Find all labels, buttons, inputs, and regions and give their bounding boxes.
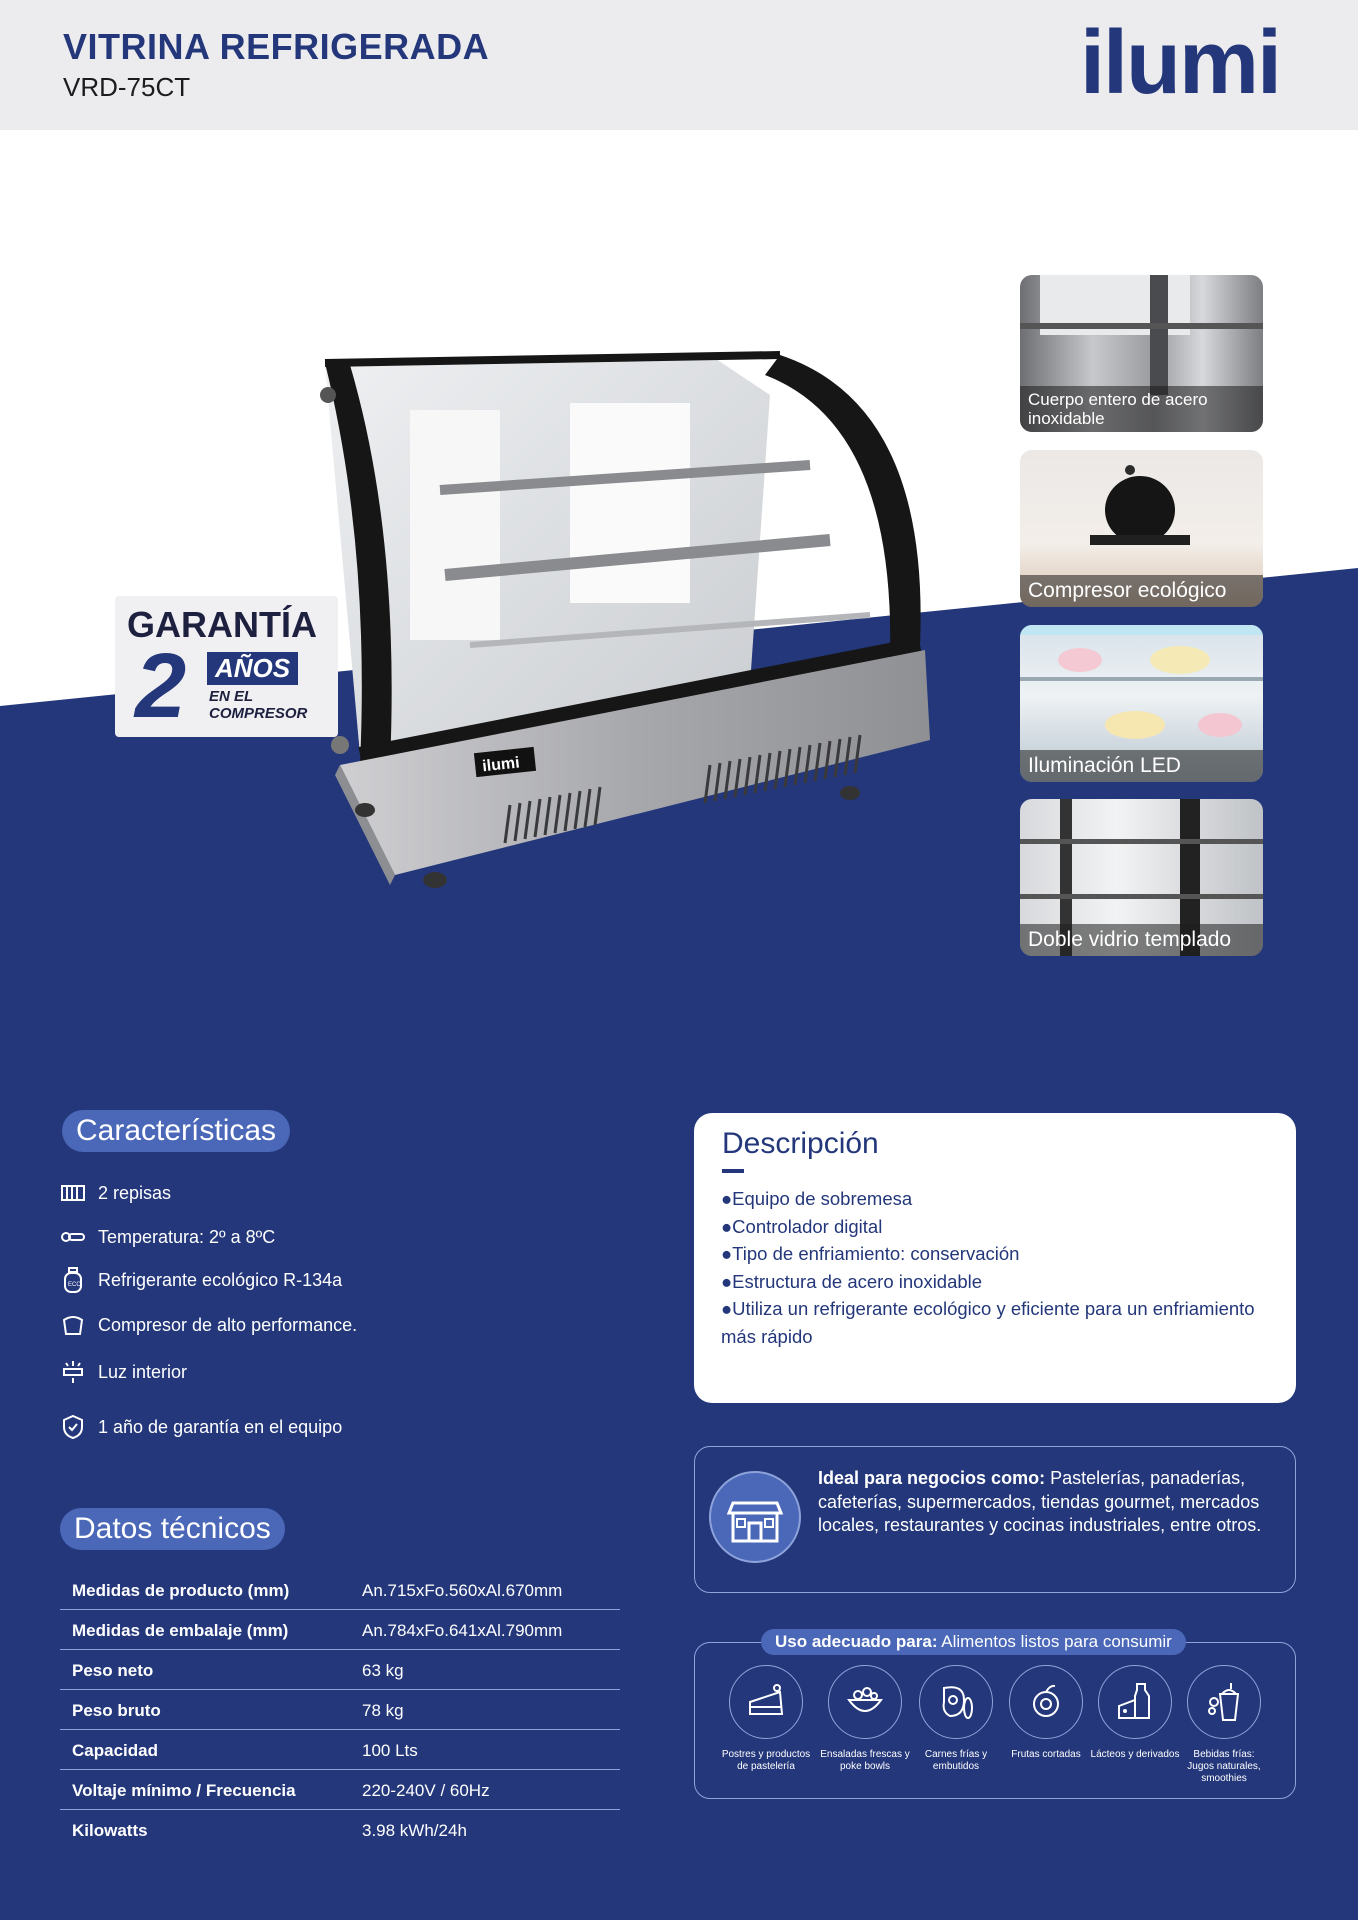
feature-eco-compressor (1020, 450, 1263, 607)
datos-title: Datos técnicos (60, 1508, 285, 1550)
carac-text: Luz interior (98, 1361, 188, 1382)
meat-icon (934, 1680, 978, 1724)
spec-value: 3.98 kWh/24h (362, 1821, 467, 1840)
spec-key: Capacidad (72, 1741, 158, 1760)
description-list (721, 1185, 1281, 1350)
use-item-label: Lácteos y derivados (1090, 1749, 1180, 1760)
use-item (1179, 1665, 1269, 1785)
dairy-icon (1113, 1680, 1157, 1724)
description-title: Descripción (722, 1127, 879, 1160)
badge-line3: EN EL (209, 688, 254, 705)
badge-title: GARANTÍA (127, 604, 317, 645)
use-item-label: Ensaladas frescas y poke bowls (820, 1749, 910, 1772)
use-item (1001, 1665, 1091, 1761)
page-title: VITRINA REFRIGERADA (63, 26, 490, 67)
badge-line4: COMPRESOR (209, 705, 308, 722)
header (0, 0, 1358, 130)
suitable-use-card (694, 1632, 1296, 1799)
description-item: ●Tipo de enfriamiento: conservación (721, 1243, 1020, 1264)
spec-value: An.715xFo.560xAl.670mm (362, 1581, 563, 1600)
spec-key: Medidas de embalaje (mm) (72, 1621, 289, 1640)
shelves-icon (60, 1180, 86, 1206)
carac-item (60, 1222, 275, 1252)
spec-key: Peso neto (72, 1661, 154, 1680)
shield-check-icon (60, 1414, 86, 1440)
caracteristicas-title: Características (62, 1110, 290, 1152)
spec-value: 100 Lts (362, 1741, 418, 1760)
eco-gas-icon (60, 1267, 86, 1293)
use-item (1090, 1665, 1180, 1761)
carac-text: 1 año de garantía en el equipo (98, 1416, 343, 1437)
use-item (721, 1665, 811, 1773)
spec-key: Kilowatts (72, 1821, 148, 1840)
carac-text: Refrigerante ecológico R-134a (98, 1269, 343, 1290)
front-brand-label: ilumi (481, 754, 521, 776)
carac-item (60, 1178, 171, 1208)
table-row (60, 1810, 620, 1849)
use-item (911, 1665, 1001, 1773)
drink-icon (1202, 1680, 1246, 1724)
table-row (60, 1730, 620, 1770)
carac-text: Temperatura: 2º a 8ºC (98, 1226, 276, 1247)
feature-led-lighting (1020, 625, 1263, 782)
use-item-label: Postres y productos de pastelería (721, 1749, 811, 1772)
badge-years: AÑOS (207, 652, 298, 685)
description-item: ●Controlador digital (721, 1215, 883, 1237)
spec-value: An.784xFo.641xAl.790mm (362, 1621, 563, 1640)
brand-logo: ilumi (1080, 13, 1281, 113)
use-item-label: Frutas cortadas (1011, 1749, 1081, 1760)
ideal-for-card (694, 1446, 1296, 1593)
table-row (60, 1770, 620, 1810)
tech-specs-table (60, 1570, 620, 1849)
table-row (60, 1570, 620, 1610)
carac-text: Compresor de alto performance. (98, 1314, 358, 1335)
use-item (820, 1665, 910, 1773)
description-item: ●Utiliza un refrigerante ecológico y eficiente para un enfriamiento más rápido (721, 1298, 1255, 1347)
carac-item (60, 1357, 187, 1387)
table-row (60, 1610, 620, 1650)
light-icon (60, 1359, 86, 1385)
suitable-use-body: Alimentos listos para consumir (937, 1632, 1172, 1651)
compressor-icon (60, 1312, 86, 1338)
carac-item (60, 1265, 342, 1295)
cake-icon (744, 1680, 788, 1724)
salad-icon (843, 1680, 887, 1724)
use-item-label: Carnes frías y embutidos (924, 1749, 988, 1772)
suitable-use-title (761, 1629, 1186, 1655)
feature-label: Doble vidrio templado (1020, 924, 1263, 956)
model-code: VRD-75CT (63, 72, 191, 102)
store-icon (709, 1471, 801, 1563)
suitable-use-heading: Uso adecuado para: (775, 1632, 938, 1651)
feature-label: Compresor ecológico (1020, 575, 1263, 607)
carac-text: 2 repisas (98, 1182, 172, 1203)
table-row (60, 1690, 620, 1730)
table-row (60, 1650, 620, 1690)
spec-key: Voltaje mínimo / Frecuencia (72, 1781, 296, 1800)
ideal-for-body: Pastelerías, panaderías, cafeterías, supermercados, tiendas gourmet, mercados locales, restaurantes y cocinas industriales, entre otros. (818, 1468, 1262, 1535)
warranty-badge (115, 596, 338, 737)
spec-value: 78 kg (362, 1701, 404, 1720)
feature-label: Iluminación LED (1020, 750, 1263, 782)
description-item: ●Estructura de acero inoxidable (721, 1270, 983, 1292)
feature-label: Cuerpo entero de acero inoxidable (1020, 386, 1263, 432)
display-case-illustration (310, 345, 940, 905)
feature-double-glass (1020, 799, 1263, 956)
thermometer-icon (60, 1224, 86, 1250)
svg-text:ECO: ECO (68, 1282, 82, 1288)
ideal-for-heading: Ideal para negocios como: (818, 1468, 1046, 1488)
description-card (694, 1113, 1296, 1403)
spec-key: Medidas de producto (mm) (72, 1581, 290, 1600)
feature-stainless-body (1020, 275, 1263, 432)
spec-value: 63 kg (362, 1661, 404, 1680)
fruit-icon (1024, 1680, 1068, 1724)
spec-key: Peso bruto (72, 1701, 161, 1720)
spec-value: 220-240V / 60Hz (362, 1781, 490, 1800)
badge-subtitle (209, 688, 307, 722)
description-item: ●Equipo de sobremesa (721, 1188, 913, 1209)
carac-item (60, 1412, 342, 1442)
badge-number: 2 (135, 635, 187, 737)
use-item-label: Bebidas frías: Jugos naturales, smoothies (1187, 1749, 1261, 1784)
ideal-for-text (818, 1467, 1278, 1538)
title-underline (722, 1169, 744, 1173)
carac-item (60, 1310, 357, 1340)
